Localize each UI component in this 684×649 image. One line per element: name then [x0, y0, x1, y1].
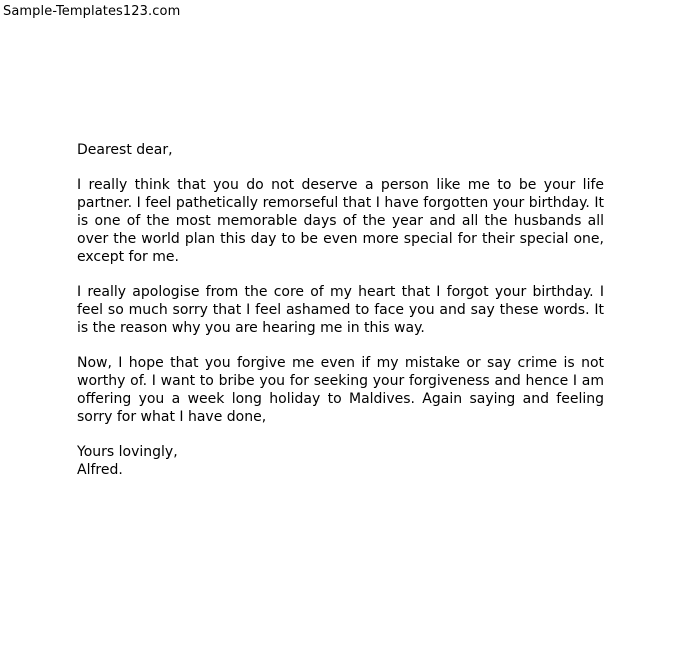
paragraph-3: Now, I hope that you forgive me even if my mistake or say crime is not worthy of. I want to bribe you for seeking your forgiveness and hence I am offering you a week long holiday to Maldives. Again saying and feeling sorry for what I have done,: [77, 355, 604, 425]
closing-line: Yours lovingly,: [77, 444, 178, 460]
paragraph-2: I really apologise from the core of my heart that I forgot your birthday. I feel so much sorry that I feel ashamed to face you and say these words. It is the reason why you are hearing me in this way.: [77, 284, 604, 336]
site-watermark: Sample-Templates123.com: [3, 4, 181, 19]
paragraph-1: I really think that you do not deserve a person like me to be your life partner. I feel pathetically remorseful that I have forgotten your birthday. It is one of the most memorable days of the year and all the husbands all over the world plan this day to be even more special for their special one, except for me.: [77, 177, 604, 265]
letter-body: [77, 141, 604, 479]
letter-closing: [77, 443, 604, 479]
salutation: Dearest dear,: [77, 142, 173, 158]
signature: Alfred.: [77, 462, 123, 478]
